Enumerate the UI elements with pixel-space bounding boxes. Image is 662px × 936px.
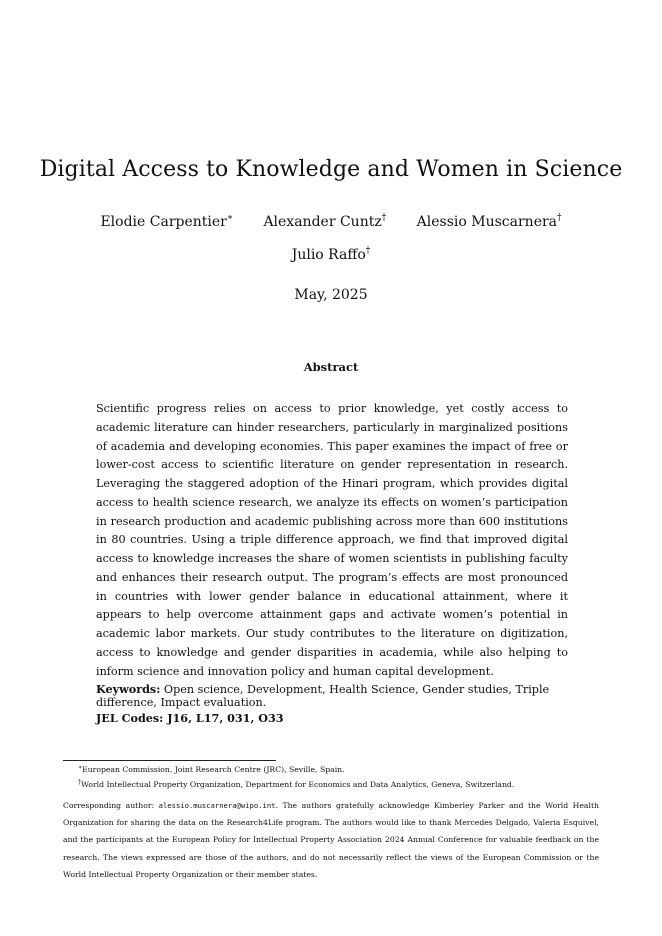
- corresponding-prefix: Corresponding author:: [63, 801, 155, 810]
- abstract-text: Scientific progress relies on access to prior knowledge, yet costly access to academic literature can hinder researchers, particularly in marginalized positions of academia and developing economies. This paper examines the impact of free or lower-cost access to scientific literature on gender representation in research. Leveraging the staggered adoption of the Hinari program, which provides digital access to health science research, we analyze its effects on women’s participation in research production and academic publishing across more than 600 institutions in 80 countries. Using a triple difference approach, we find that improved digital access to knowledge increases the share of women scientists in publishing faculty and enhances their research output. The program’s effects are most pronounced in countries with lower gender balance in educational attainment, where it appears to help overcome attainment gaps and activate women’s potential in academic labor markets. Our study contributes to the literature on digitization, access to knowledge and gender disparities in academia, while also helping to inform science and innovation policy and human capital development.: [96, 402, 568, 678]
- keywords-label: Keywords:: [96, 682, 161, 696]
- keywords-line: [96, 683, 572, 709]
- footnote-mark: †: [78, 779, 81, 786]
- author-email-link[interactable]: alessio.muscarnera@wipo.int: [158, 801, 276, 810]
- affiliation-mark: ∗: [226, 213, 233, 223]
- author-list-row-2: [0, 247, 662, 263]
- author-name: Alessio Muscarnera: [416, 214, 558, 230]
- author-name: Alexander Cuntz: [263, 214, 382, 230]
- keywords-text: Open science, Development, Health Science, Gender studies, Triple difference, Impact evaluation.: [96, 683, 550, 709]
- author-raffo: [292, 247, 371, 263]
- author-muscarnera: [417, 214, 562, 230]
- author-cuntz: [263, 214, 386, 230]
- author-name: Julio Raffo: [291, 247, 366, 263]
- author-carpentier: [100, 214, 233, 230]
- author-list: [0, 214, 662, 230]
- footnote-text: European Commission, Joint Research Centre (JRC), Seville, Spain.: [82, 765, 345, 774]
- affiliation-mark: †: [557, 213, 562, 223]
- corresponding-author-note: [63, 797, 599, 883]
- jel-codes-line: [96, 711, 568, 725]
- footnote-jrc: [78, 765, 345, 775]
- footnote-mark: ∗: [78, 764, 83, 771]
- footnote-divider: [63, 760, 276, 761]
- affiliation-mark: †: [365, 246, 371, 256]
- acknowledgements-text: . The authors gratefully acknowledge Kimberley Parker and the World Health Organization for sharing the data on the Research4Life program. The authors would like to thank Mercedes Delgado, Valeria Esquivel, and the participants at the European Policy for Intellectual Property Association 2024 Annual Conference for valuable feedback on the research. The views expressed are those of the authors, and do not necessarily reflect the views of the European Commission or the World Intellectual Property Organization or their member states.: [63, 801, 599, 879]
- abstract-heading: Abstract: [303, 360, 359, 374]
- jel-codes: J16, L17, 031, O33: [167, 711, 284, 725]
- author-name: Elodie Carpentier: [100, 214, 227, 230]
- affiliation-mark: †: [381, 213, 387, 223]
- publication-date: May, 2025: [294, 287, 368, 303]
- footnote-text: World Intellectual Property Organization, Department for Economics and Data Analytics, Geneva, Switzerland.: [81, 780, 515, 789]
- jel-label: JEL Codes:: [96, 711, 164, 725]
- footnote-wipo: [78, 780, 514, 790]
- paper-title: Digital Access to Knowledge and Women in Science: [39, 157, 623, 182]
